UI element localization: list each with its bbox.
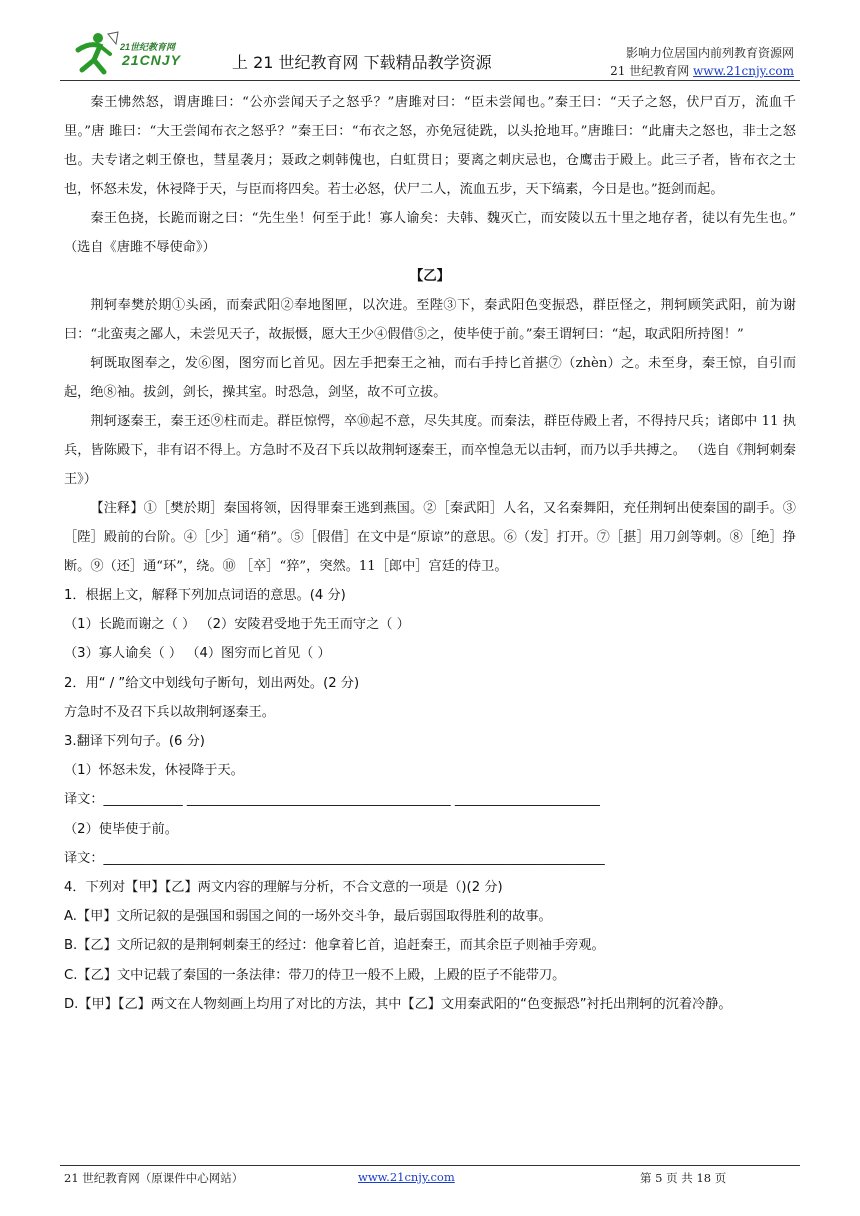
logo-wordmark: 21CNJY xyxy=(122,52,181,68)
footer-site-link[interactable]: www.21cnjy.com xyxy=(358,1170,455,1184)
header-slogan: 影响力位居国内前列教育资源网 xyxy=(625,46,794,60)
question-3: 3.翻译下列句子。(6 分) xyxy=(64,734,205,750)
page-header xyxy=(60,30,800,80)
question-4-option-b: B.【乙】文所记叙的是荆轲刺秦王的经过：他拿着匕首，追赶秦王，而其余臣子则袖手旁观。 xyxy=(64,938,605,954)
question-2-sentence: 方急时不及召下兵以故荆轲逐秦王。 xyxy=(64,704,275,720)
footer-site xyxy=(358,1170,455,1184)
footer-page-number: 第 5 页 共 18 页 xyxy=(640,1171,727,1185)
passage-yi-paragraph-3: 荆轲逐秦王，秦王还⑨柱而走。群臣惊愕，卒⑩起不意，尽失其度。而秦法，群臣侍殿上者，不得持尺兵；诸郎中 11 执兵，皆陈殿下，非有诏不得上。方急时不及召下兵以故荆轲逐秦王，而卒惶急无以击轲，而乃以手共搏之。 （选自《荆轲刺秦王》） xyxy=(64,414,796,487)
question-3-item-2: （2）使毕使于前。 xyxy=(64,821,178,837)
question-4-option-d: D.【甲】【乙】两文在人物刻画上均用了对比的方法，其中【乙】文用秦武阳的“色变振恐”衬托出荆轲的沉着冷静。 xyxy=(64,996,732,1012)
footer-divider xyxy=(60,1165,800,1166)
question-3-item-1: （1）怀怒未发，休祲降于天。 xyxy=(64,763,244,779)
question-4: 4．下列对【甲】【乙】两文内容的理解与分析，不合文意的一项是（)(2 分) xyxy=(64,880,503,896)
passage-yi-paragraph-1: 荆轲奉樊於期①头函，而秦武阳②奉地图匣，以次进。至陛③下，秦武阳色变振恐，群臣怪之，荆轲顾笑武阳，前为谢曰：“北蛮夷之鄙人，未尝见天子，故振慑，愿大王少④假借⑤之，使毕使于前。”秦王谓轲曰：“起，取武阳所持图！” xyxy=(64,298,796,342)
header-site-label: 21 世纪教育网 xyxy=(610,64,694,78)
header-site xyxy=(610,62,794,79)
passage-yi-paragraph-2: 轲既取图奉之，发⑥图，图穷而匕首见。因左手把秦王之袖，而右手持匕首揕⑦（zhèn）之。未至身，秦王惊，自引而起，绝⑧袖。拔剑，剑长，操其室。时恐急，剑坚，故不可立拔。 xyxy=(64,356,796,400)
passage-yi-title: 【乙】 xyxy=(409,268,451,284)
header-divider xyxy=(60,80,800,81)
question-3-answer-line-2: 译文：____________________________________________________________________________ xyxy=(64,850,605,866)
passage-jia-paragraph-1: 秦王怫然怒，谓唐雎曰：“公亦尝闻天子之怒乎？”唐雎对曰：“臣未尝闻也。”秦王曰：“天子之怒，伏尸百万，流血千里。”唐 雎曰：“大王尝闻布衣之怒乎？”秦王曰：“布衣之怒，亦免冠徒跣，以头抢地耳。”唐雎曰：“此庸夫之怒也，非士之怒也。夫专诸之刺王僚也，彗星袭月；聂政之刺韩傀也，白虹贯日；要离之刺庆忌也，仓鹰击于殿上。此三子者，皆布衣之士也，怀怒未发，休祲降于天，与臣而将四矣。若士必怒，伏尸二人，流血五步，天下缟素，今日是也。”挺剑而起。 xyxy=(64,95,796,197)
footer-source: 21 世纪教育网（原课件中心网站） xyxy=(64,1171,244,1185)
passage-jia-paragraph-2: 秦王色挠，长跪而谢之曰：“先生坐！何至于此！寡人谕矣：夫韩、魏灭亡，而安陵以五十里之地存者，徒以有先生也。” （选自《唐雎不辱使命》） xyxy=(64,211,796,255)
document-body xyxy=(64,88,796,1019)
question-1-items-a: （1）长跪而谢之（ ） （2）安陵君受地于先王而守之（ ） xyxy=(64,617,410,633)
running-figure-icon xyxy=(64,30,124,76)
question-2: 2．用“ / ”给文中划线句子断句，划出两处。(2 分) xyxy=(64,675,360,691)
annotation-notes: 【注释】①［樊於期］秦国将领，因得罪秦王逃到燕国。②［秦武阳］人名，又名秦舞阳，充任荆轲出使秦国的副手。③［陛］殿前的台阶。④［少］通“稍”。⑤［假借］在文中是“原谅”的意思。⑥（发］打开。⑦［揕］用刀剑等刺。⑧［绝］挣断。⑨（还］通“环”，绕。⑩ ［卒］“猝”，突然。11［郎中］宫廷的侍卫。 xyxy=(64,501,796,574)
logo-tagline: 21世纪教育网 xyxy=(120,42,176,52)
question-1-items-b: （3）寡人谕矣（ ） （4）图穷而匕首见（ ） xyxy=(64,646,331,662)
site-logo[interactable] xyxy=(64,30,184,76)
header-title: 上 21 世纪教育网 下载精品教学资源 xyxy=(232,53,492,72)
question-4-option-c: C.【乙】文中记载了秦国的一条法律：带刀的侍卫一般不上殿，上殿的臣子不能带刀。 xyxy=(64,967,566,983)
question-3-answer-line-1: 译文：____________ ________________________________________ ______________________ xyxy=(64,792,600,808)
question-1: 1．根据上文，解释下列加点词语的意思。(4 分) xyxy=(64,588,346,603)
header-site-link[interactable]: www.21cnjy.com xyxy=(693,64,794,78)
question-4-option-a: A.【甲】文所记叙的是强国和弱国之间的一场外交斗争，最后弱国取得胜利的故事。 xyxy=(64,909,552,925)
